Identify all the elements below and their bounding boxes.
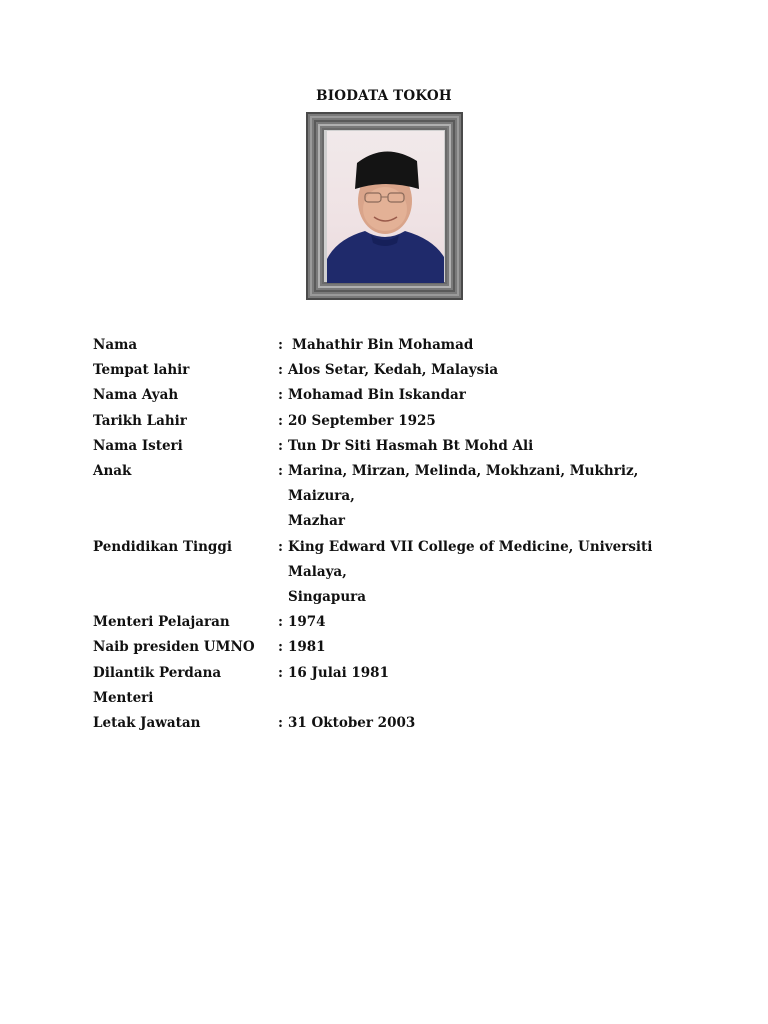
field-label: Menteri Pelajaran [93, 614, 230, 631]
field-label: Pendidikan Tinggi [93, 538, 232, 555]
biodata-row-anak-cont [93, 509, 692, 534]
biodata-row-nama-isteri [93, 434, 692, 459]
biodata-row-dilantik [93, 661, 692, 711]
biodata-row-anak [93, 459, 692, 509]
field-value: 16 Julai 1981 [288, 664, 389, 681]
field-label: Dilantik Perdana Menteri [93, 664, 222, 706]
field-label: Tarikh Lahir [93, 412, 187, 429]
field-value: Marina, Mirzan, Melinda, Mokhzani, Mukhriz, Maizura, [288, 463, 639, 505]
field-value-continued: Mazhar [288, 513, 346, 530]
field-value: King Edward VII College of Medicine, Universiti Malaya, [288, 538, 653, 580]
document-title: BIODATA TOKOH [316, 88, 452, 104]
field-separator: : [278, 715, 283, 732]
field-separator: : [278, 362, 283, 379]
biodata-row-letak-jawatan [93, 711, 692, 736]
portrait-frame [306, 112, 463, 300]
biodata-row-nama-ayah [93, 383, 692, 408]
biodata-row-tempat-lahir [93, 358, 692, 383]
field-label: Naib presiden UMNO [93, 639, 255, 656]
field-value: 1974 [288, 614, 326, 631]
field-label: Anak [93, 463, 132, 480]
field-value: Mahathir Bin Mohamad [292, 337, 474, 353]
field-separator: : [278, 639, 283, 656]
field-separator: : [278, 614, 283, 631]
field-label: Tempat lahir [93, 362, 190, 379]
field-value: Alos Setar, Kedah, Malaysia [288, 362, 499, 379]
biodata-row-tarikh-lahir [93, 409, 692, 434]
biodata-row-pendidikan-cont [93, 585, 692, 610]
biodata-row-nama [93, 333, 692, 358]
biodata-list [93, 333, 692, 736]
field-value: 1981 [288, 639, 326, 656]
field-label: Nama Ayah [93, 387, 179, 404]
field-separator: : [278, 664, 283, 681]
field-separator: : [278, 463, 283, 480]
field-label: Nama [93, 337, 138, 353]
field-separator: : [278, 387, 283, 404]
field-value: 20 September 1925 [288, 412, 436, 429]
biodata-row-naib-presiden [93, 635, 692, 660]
field-value-continued: Singapura [288, 589, 366, 606]
field-separator: : [278, 337, 283, 353]
biodata-row-pendidikan-tinggi [93, 535, 692, 585]
field-separator: : [278, 412, 283, 429]
field-value: 31 Oktober 2003 [288, 715, 416, 732]
field-separator: : [278, 538, 283, 555]
field-label: Letak Jawatan [93, 715, 201, 732]
field-label: Nama Isteri [93, 437, 183, 454]
field-value: Mohamad Bin Iskandar [288, 387, 466, 404]
field-value: Tun Dr Siti Hasmah Bt Mohd Ali [288, 437, 534, 454]
biodata-row-menteri-pelajaran [93, 610, 692, 635]
field-separator: : [278, 437, 283, 454]
portrait-photo-icon [327, 131, 444, 283]
